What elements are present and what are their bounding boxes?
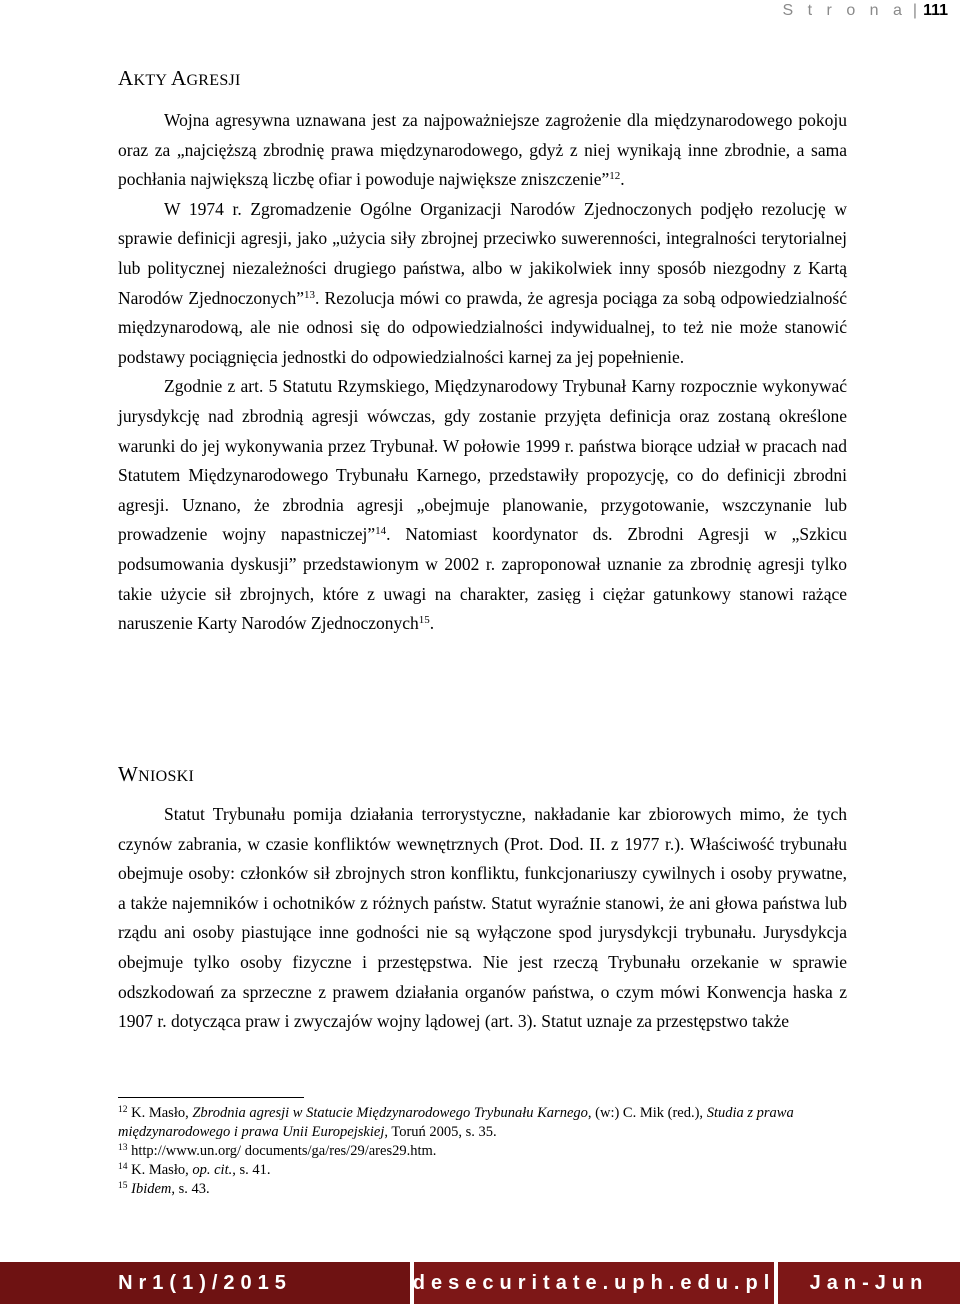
footnote-divider — [118, 1097, 304, 1098]
page-number: 111 — [923, 2, 948, 19]
title-rest: NIOSKI — [138, 768, 195, 785]
paragraph-2 — [118, 195, 847, 373]
footnote-ref[interactable]: 13 — [303, 288, 315, 301]
footnote-number: 12 — [118, 1105, 128, 1115]
footnote-text: , Toruń 2005, s. 35. — [384, 1124, 497, 1140]
header-separator: | — [912, 2, 918, 19]
footnote-number: 15 — [118, 1181, 128, 1191]
footnote-13 — [118, 1142, 847, 1161]
footnote-text: , s. 41. — [232, 1162, 271, 1178]
footnote-text: , (w:) C. Mik (red.), — [587, 1105, 707, 1121]
title-cap: A — [118, 66, 134, 90]
footer-months: Jan-Jun — [778, 1262, 960, 1304]
paragraph-text: . — [429, 613, 435, 634]
title-cap: W — [118, 762, 139, 786]
page-label: S t r o n a — [782, 2, 907, 19]
footnote-text: , s. 43. — [171, 1181, 210, 1197]
footnote-text: K. Masło, — [127, 1105, 193, 1121]
footnote-ref[interactable]: 14 — [375, 525, 387, 538]
section-conclusions — [118, 762, 847, 787]
footnote-title: Zbrodnia agresji w Statucie Międzynarodowego Trybunału Karnego — [192, 1105, 588, 1121]
paragraph-text: Wojna agresywna uznawana jest za najpoważniejsze zagrożenie dla międzynarodowego pokoju oraz za „najcięższą zbrodnię prawa międzynarodowego, gdyż z niej wynikają inne zbrodnie, a sama pochłania największą liczbę ofiar i powoduje największe zniszczenie” — [118, 110, 847, 190]
footnote-14 — [118, 1161, 847, 1180]
title-cap: A — [170, 66, 187, 90]
footnote-15 — [118, 1180, 847, 1199]
footnote-italic: Ibidem — [127, 1181, 172, 1197]
footnote-italic: op. cit. — [192, 1162, 233, 1178]
footnote-ref[interactable]: 12 — [609, 170, 621, 183]
paragraph-1 — [118, 106, 847, 195]
footnotes — [118, 1104, 847, 1199]
paragraph-3 — [118, 372, 847, 638]
paragraph-text: . Natomiast koordynator ds. Zbrodni Agresji w „Szkicu podsumowania dyskusji” przedstawionym w 2002 r. zaproponował uznanie za zbrodnię agresji tylko takie użycie sił zbrojnych, które z uwagi na charakter, zasięg i ciężar gatunkowy stanowi rażące naruszenie Karty Narodów Zjednoczonych — [118, 524, 847, 634]
footnote-12 — [118, 1104, 847, 1142]
body-text-section2 — [118, 800, 847, 1037]
paragraph-text: . — [620, 169, 625, 190]
section-acts-of-aggression — [118, 66, 847, 91]
page-footer — [0, 1255, 960, 1309]
footnote-ref[interactable]: 15 — [418, 614, 430, 627]
paragraph-text: . Rezolucja mówi co prawda, że agresja pociąga za sobą odpowiedzialność międzynarodową, ale nie odnosi się do odpowiedzialności indywidualnej, to też nie może stanowić podstawy pociągnięcia jednostki do odpowiedzialności karnej za jej popełnienie. — [118, 287, 848, 367]
paragraph-text: Zgodnie z art. 5 Statutu Rzymskiego, Międzynarodowy Trybunał Karny rozpocznie wykonywać jurysdykcję nad zbrodnią agresji wówczas, gdy zostanie przyjęta definicja oraz zostaną określone warunki do jej wykonywania przez Trybunał. W połowie 1999 r. państwa biorące udział w pracach nad Statutem Międzynarodowego Trybunału Karnego, przedstawiły propozycję, co do definicji zbrodni agresji. Uznano, że zbrodnia agresji „obejmuje planowanie, przygotowanie, wszczynanie lub prowadzenie wojny napastniczej” — [118, 376, 847, 545]
title-rest: GRESJI — [186, 72, 241, 89]
page-header — [588, 0, 960, 22]
footnote-text: K. Masło, — [127, 1162, 193, 1178]
paragraph-text: W 1974 r. Zgromadzenie Ogólne Organizacji Narodów Zjednoczonych podjęło rezolucję w sprawie definicji agresji, jako „użycia siły zbrojnej przeciwko suwerenności, integralności terytorialnej lub politycznej niezależności drugiego państwa, albo w jakikolwiek inny sposób niezgodny z Kartą Narodów Zjednoczonych” — [118, 198, 847, 308]
footnote-link[interactable]: http://www.un.org/ documents/ga/res/29/ares29.htm. — [127, 1143, 437, 1159]
paragraph-conclusions: Statut Trybunału pomija działania terrorystyczne, nakładanie kar zbiorowych mimo, że tych czynów zabrania, w czasie konfliktów wewnętrznych (Prot. Dod. II. z 1977 r.). Właściwość trybunału obejmuje osoby: członków sił zbrojnych stron konfliktu, funkcjonariuszy cywilnych i osoby prywatne, a także najemników i ochotników z różnych państw. Statut wyraźnie stanowi, że ani głowa państwa lub rządu ani osoby piastujące inne godności nie są wyłączone spod jurysdykcji trybunału. Jurysdykcja obejmuje tylko osoby fizyczne i przestępstwa. Nie jest rzeczą Trybunału orzekanie w sprawie odszkodowań za sprzeczne z prawem działania organów państwa, o czym mówi Konwencja haska z 1907 r. dotycząca praw i zwyczajów wojny lądowej (art. 3). Statut uznaje za przestępstwo także — [118, 804, 847, 1032]
title-rest: KTY — [133, 72, 171, 89]
body-text-section1 — [118, 106, 847, 639]
section-title-conclusions — [118, 762, 847, 787]
footnote-book-title: Studia z prawa międzynarodowego i prawa Unii Europejskiej — [118, 1105, 794, 1140]
footnote-number: 13 — [118, 1143, 128, 1153]
footer-issue: Nr1(1)/2015 — [0, 1262, 410, 1304]
footnote-number: 14 — [118, 1162, 128, 1172]
section-title-acts-of-aggression — [118, 66, 847, 91]
footer-site-link[interactable]: desecuritate.uph.edu.pl — [414, 1262, 774, 1304]
